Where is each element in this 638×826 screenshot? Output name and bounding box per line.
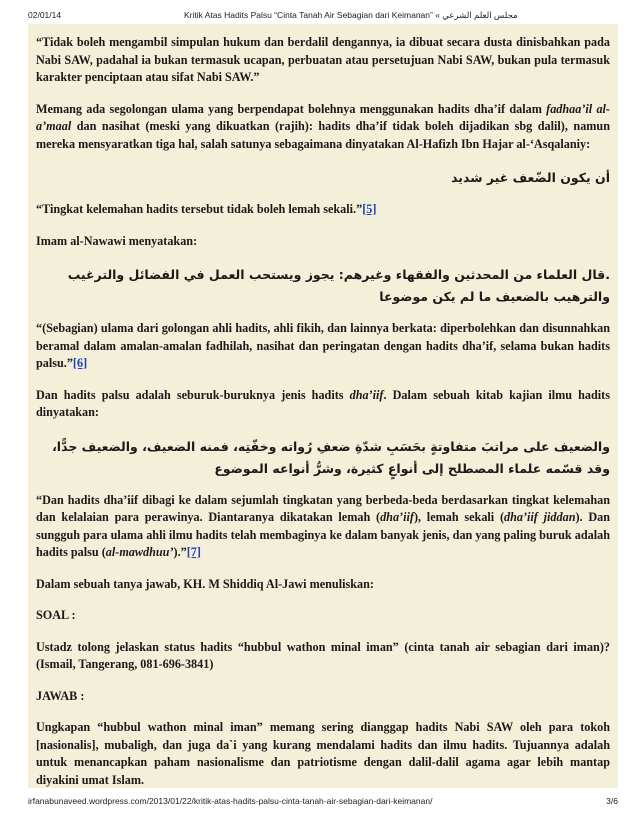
arabic-quote: والضعيف على مراتبَ متفاوتةٍ بحَسَبِ شدّةِ ضعفِ رُواته وخفّتِه، فمنه الضعيف، والضعيف جدًّا، وقد قسّمه علماء المصطلح إلى أنواعٍ كثيرة، وشرُّ أنواعه الموضوع — [52, 438, 610, 476]
italic-term: dha’iif — [349, 387, 384, 402]
article-body — [28, 24, 618, 788]
arabic-quote: .قال العلماء من المحدثين والفقهاء وغيرهم: يجوز ويستحب العمل في الفضائل والترغيب والترهيب بالضعيف ما لم يكن موضوعا — [67, 267, 610, 304]
paragraph: Ustadz tolong jelaskan status hadits “hubbul wathon minal iman” (cinta tanah air sebagian dari iman)? (Ismail, Tangerang, 081-696-3841) — [36, 639, 610, 671]
italic-term: al-mawdhuu’ — [105, 545, 174, 559]
paragraph: Ungkapan “hubbul wathon minal iman” memang sering dianggap hadits Nabi SAW oleh para tokoh [nasionalis], mubaligh, dan juga da`i yang kurang mendalami hadits dan ilmu hadits. Tujuannya adalah untuk menancapkan paham nasionalisme dan patriotisme dengan dalil-dalil agama agar lebih mantap diyakini umat Islam. — [36, 720, 610, 787]
page-title: Kritik Atas Hadits Palsu “Cinta Tanah Air Sebagian dari Keimanan” « مجلس العلم الشرعي — [184, 10, 518, 20]
footnote-link-7[interactable]: [7] — [186, 545, 201, 559]
paragraph: “Tingkat kelemahan hadits tersebut tidak boleh lemah sekali.”[5] — [36, 202, 377, 216]
paragraph: “Dan hadits dha’iif dibagi ke dalam sejumlah tingkatan yang berbeda-beda berdasarkan tingkat kelemahan dan kelalaian para perawinya. Diantaranya dikatakan lemah (dha’iif), lemah sekali (dha’iif jiddan). Dan sungguh para ulama ahli ilmu hadits telah membaginya ke dalam banyak jenis, dan yang paling buruk adalah hadits palsu (al-mawdhuu’).”[7] — [36, 492, 611, 559]
paragraph: “(Sebagian) ulama dari golongan ahli hadits, ahli fikih, dan lainnya berkata: diperbolehkan dan disunnahkan beramal dalam amalan-amalan fadhilah, nasihat dan peringatan dengan hadits dha’if, selama bukan hadits palsu.”[6] — [36, 321, 610, 370]
page-url: irfanabunaveed.wordpress.com/2013/01/22/kritik-atas-hadits-palsu-cinta-tanah-air-sebagian-dari-keimanan/ — [28, 796, 433, 806]
print-date: 02/01/14 — [28, 10, 62, 20]
paragraph: “Tidak boleh mengambil simpulan hukum dan berdalil dengannya, ia dibuat secara dusta dinisbahkan pada Nabi SAW, padahal ia bukan termasuk ucapan, perbuatan atau persetujuan Nabi SAW, bukan pula termasuk karakter penciptaan atau sifat Nabi SAW.” — [36, 35, 610, 84]
paragraph: Memang ada segolongan ulama yang berpendapat bolehnya menggunakan hadits dha’if dalam fadhaa’il al-a’maal dan nasihat (meski yang dikuatkan (rajih): hadits dha’if tidak boleh dijadikan sbg dalil), namun mereka mensyaratkan tiga hal, salah satunya sebagaimana dinyatakan Al-Hafizh Ibn Hajar al-‘Asqalaniy: — [36, 101, 610, 151]
paragraph: Imam al-Nawawi menyatakan: — [36, 233, 198, 248]
footnote-link-5[interactable]: [5] — [362, 202, 377, 216]
italic-term: dha’iif — [380, 510, 414, 524]
italic-term: fadhaa’il al-a’maal — [36, 101, 610, 133]
paragraph: SOAL : — [36, 608, 76, 622]
paragraph: JAWAB : — [36, 688, 85, 703]
paragraph: Dalam sebuah tanya jawab, KH. M Shiddiq Al-Jawi menuliskan: — [36, 576, 374, 591]
footnote-link-6[interactable]: [6] — [72, 356, 88, 370]
paragraph: Dan hadits palsu adalah seburuk-buruknya jenis hadits dha’iif. Dalam sebuah kitab kajian ilmu hadits dinyatakan: — [36, 387, 610, 419]
arabic-quote: أن يكون الضّعف غير شديد — [451, 170, 610, 185]
italic-term: dha’iif jiddan — [504, 510, 576, 524]
page-number: 3/6 — [606, 796, 618, 806]
